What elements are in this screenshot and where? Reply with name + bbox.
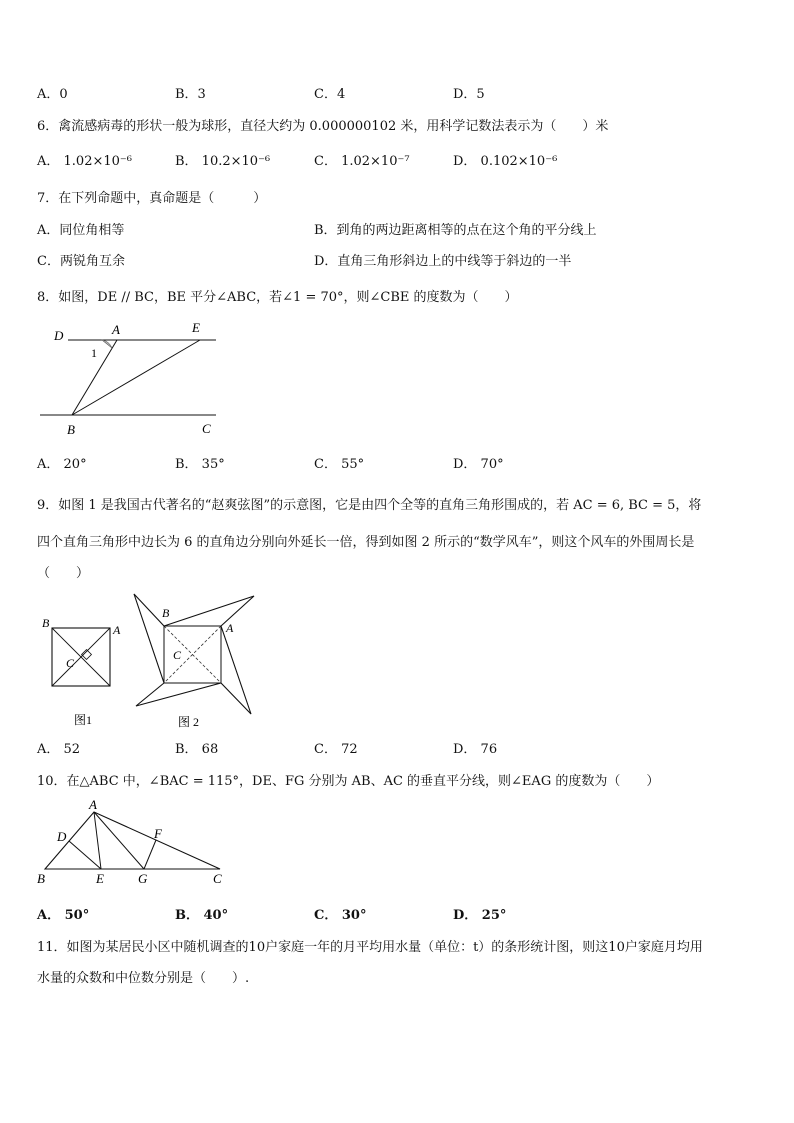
q5-option-b: B．3 xyxy=(175,87,206,102)
label-a: A xyxy=(89,798,97,812)
label-a: A xyxy=(112,322,120,337)
label-c: C xyxy=(213,871,222,886)
q6-option-b: B． 10.2×10⁻⁶ xyxy=(175,154,271,169)
q8-option-b: B． 35° xyxy=(175,457,225,472)
q11-stem-line2: 水量的众数和中位数分别是（ ）. xyxy=(37,971,250,986)
q8-option-d: D． 70° xyxy=(453,457,504,472)
fig2-label-a: A xyxy=(226,621,234,635)
fig2-label-c: C xyxy=(173,648,182,662)
label-e: E xyxy=(192,320,200,335)
q8-option-a: A． 20° xyxy=(37,457,87,472)
label-d: D xyxy=(54,328,64,343)
q6-option-a: A． 1.02×10⁻⁶ xyxy=(37,154,132,169)
label-g: G xyxy=(138,871,148,886)
label-b: B xyxy=(37,871,45,886)
q6-stem: 6．禽流感病毒的形状一般为球形，直径大约为 0.000000102 米，用科学记数法表示为（ ）米 xyxy=(37,119,609,134)
q7-option-b: B．到角的两边距离相等的点在这个角的平分线上 xyxy=(314,223,597,238)
label-angle-1: 1 xyxy=(91,346,97,360)
q9-stem-line1: 9．如图 1 是我国古代著名的“赵爽弦图”的示意图，它是由四个全等的直角三角形围成的，若 AC = 6, BC = 5，将 xyxy=(37,498,702,513)
fig1-label-c: C xyxy=(66,656,75,670)
fig2-caption: 图 2 xyxy=(178,715,200,729)
label-d: D xyxy=(57,829,67,844)
q10-option-d: D． 25° xyxy=(453,908,507,923)
q5-option-a: A．0 xyxy=(37,87,68,102)
q10-option-b: B． 40° xyxy=(175,908,229,923)
label-c: C xyxy=(202,421,211,436)
q9-option-c: C． 72 xyxy=(314,742,358,757)
q6-option-d: D． 0.102×10⁻⁶ xyxy=(453,154,558,169)
label-e: E xyxy=(96,871,104,886)
q9-option-a: A． 52 xyxy=(37,742,81,757)
q9-option-d: D． 76 xyxy=(453,742,498,757)
q9-option-b: B． 68 xyxy=(175,742,219,757)
q6-option-c: C． 1.02×10⁻⁷ xyxy=(314,154,410,169)
fig2-label-b: B xyxy=(162,606,170,620)
q7-stem: 7．在下列命题中，真命题是（ ） xyxy=(37,191,267,206)
q8-figure xyxy=(30,312,230,442)
segment-de xyxy=(69,841,101,869)
fig1-caption: 图1 xyxy=(74,713,93,727)
segment-ae xyxy=(94,812,101,869)
triangle-abc xyxy=(45,812,220,869)
q8-stem: 8．如图，DE // BC，BE 平分∠ABC，若∠1 = 70°，则∠CBE 的度数为（ ） xyxy=(37,290,518,305)
fig1-label-b: B xyxy=(42,616,50,630)
q7-option-c: C．两锐角互余 xyxy=(37,254,125,269)
segment-fg xyxy=(144,840,156,869)
q10-option-c: C． 30° xyxy=(314,908,367,923)
q10-figure xyxy=(30,798,235,888)
q9-stem-line2: 四个直角三角形中边长为 6 的直角边分别向外延长一倍，得到如图 2 所示的“数学风车”，则这个风车的外围周长是 xyxy=(37,535,695,550)
q8-option-c: C． 55° xyxy=(314,457,365,472)
label-b: B xyxy=(67,422,75,437)
label-f: F xyxy=(154,826,162,841)
q9-stem-line3: （ ） xyxy=(37,566,90,581)
q5-option-c: C．4 xyxy=(314,87,346,102)
fig1-label-a: A xyxy=(113,623,121,637)
angle-1-mark xyxy=(102,340,112,348)
q5-option-d: D．5 xyxy=(453,87,485,102)
q9-figure-2 xyxy=(128,588,263,733)
windmill-outline xyxy=(134,594,254,714)
q9-figure-1 xyxy=(38,610,128,732)
q7-option-d: D．直角三角形斜边上的中线等于斜边的一半 xyxy=(314,254,572,269)
segment-ag xyxy=(94,812,144,869)
q10-option-a: A． 50° xyxy=(37,908,90,923)
q10-stem: 10．在△ABC 中，∠BAC = 115°，DE、FG 分别为 AB、AC 的垂直平分线，则∠EAG 的度数为（ ） xyxy=(37,774,660,789)
q11-stem-line1: 11．如图为某居民小区中随机调查的10户家庭一年的月平均用水量（单位：t）的条形统计图，则这10户家庭月均用 xyxy=(37,940,703,955)
q7-option-a: A．同位角相等 xyxy=(37,223,125,238)
